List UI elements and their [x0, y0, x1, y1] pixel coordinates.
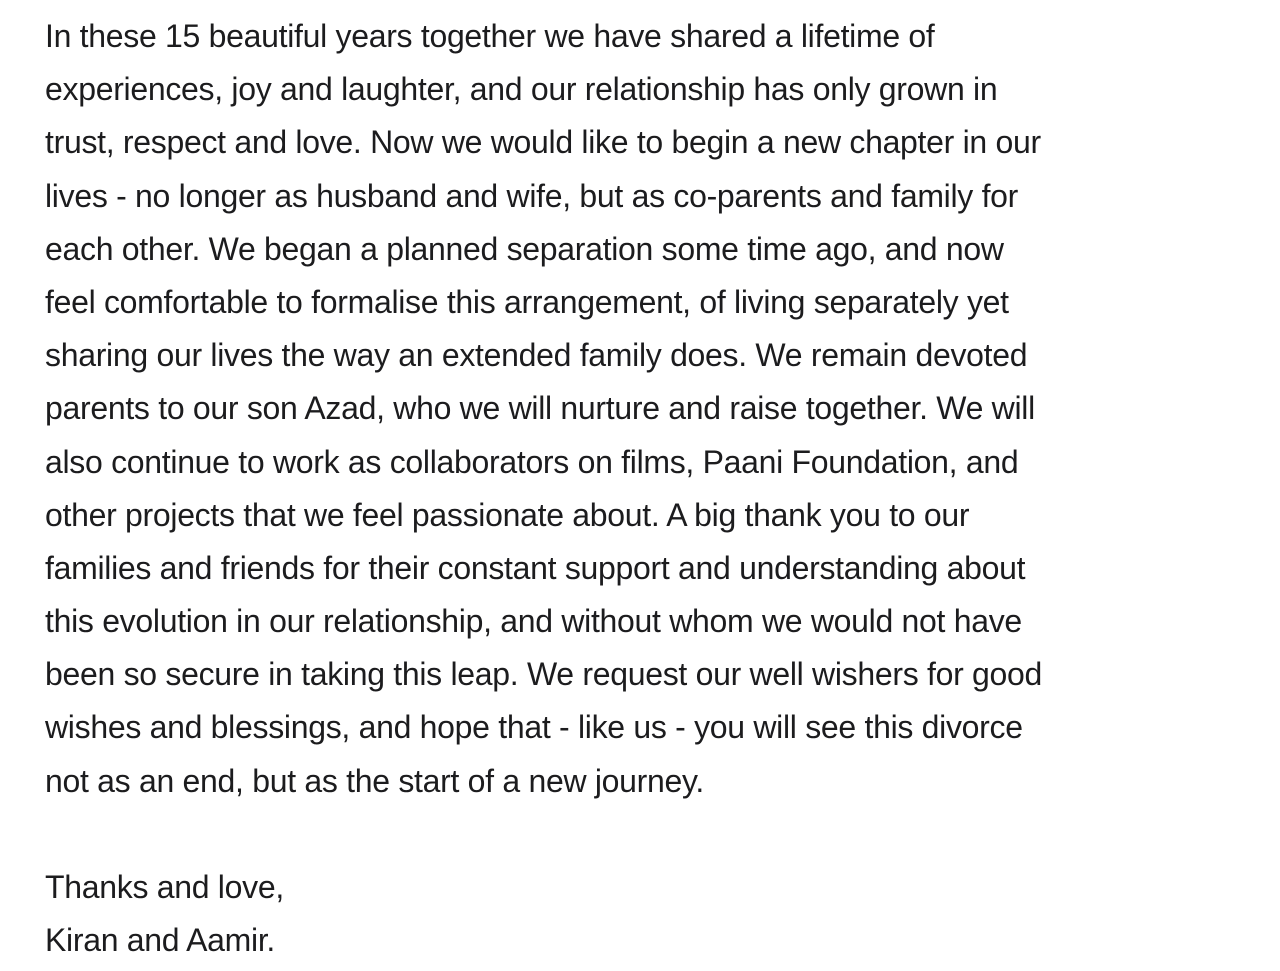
paragraph-line: wishes and blessings, and hope that - like us - you will see this divorce [45, 709, 1023, 746]
paragraph-line: not as an end, but as the start of a new journey. [45, 762, 704, 799]
paragraph-line: In these 15 beautiful years together we have shared a lifetime of [45, 18, 935, 54]
paragraph-line: been so secure in taking this leap. We request our well wishers for good [45, 656, 1043, 693]
paragraph-line: families and friends for their constant support and understanding about [45, 549, 1026, 586]
paragraph-line: experiences, joy and laughter, and our relationship has only grown in [45, 71, 998, 108]
paragraph-line: parents to our son Azad, who we will nurture and raise together. We will [45, 390, 1035, 427]
paragraph-line: each other. We began a planned separation some time ago, and now [45, 230, 1004, 267]
paragraph-line: this evolution in our relationship, and without whom we would not have [45, 603, 1022, 640]
paragraph-line: trust, respect and love. Now we would like to begin a new chapter in our [45, 124, 1041, 161]
paragraph-line: also continue to work as collaborators on films, Paani Foundation, and [45, 443, 1019, 480]
paragraph-line: lives - no longer as husband and wife, but as co-parents and family for [45, 177, 1019, 214]
blank-line [45, 808, 1255, 861]
paragraph-line: other projects that we feel passionate about. A big thank you to our [45, 496, 970, 533]
closing-greeting: Thanks and love, [45, 869, 284, 905]
paragraph-line: sharing our lives the way an extended family does. We remain devoted [45, 337, 1028, 374]
paragraph-line: feel comfortable to formalise this arrangement, of living separately yet [45, 283, 1009, 320]
signature: Kiran and Aamir. [45, 922, 275, 959]
note-body[interactable] [45, 10, 1255, 967]
